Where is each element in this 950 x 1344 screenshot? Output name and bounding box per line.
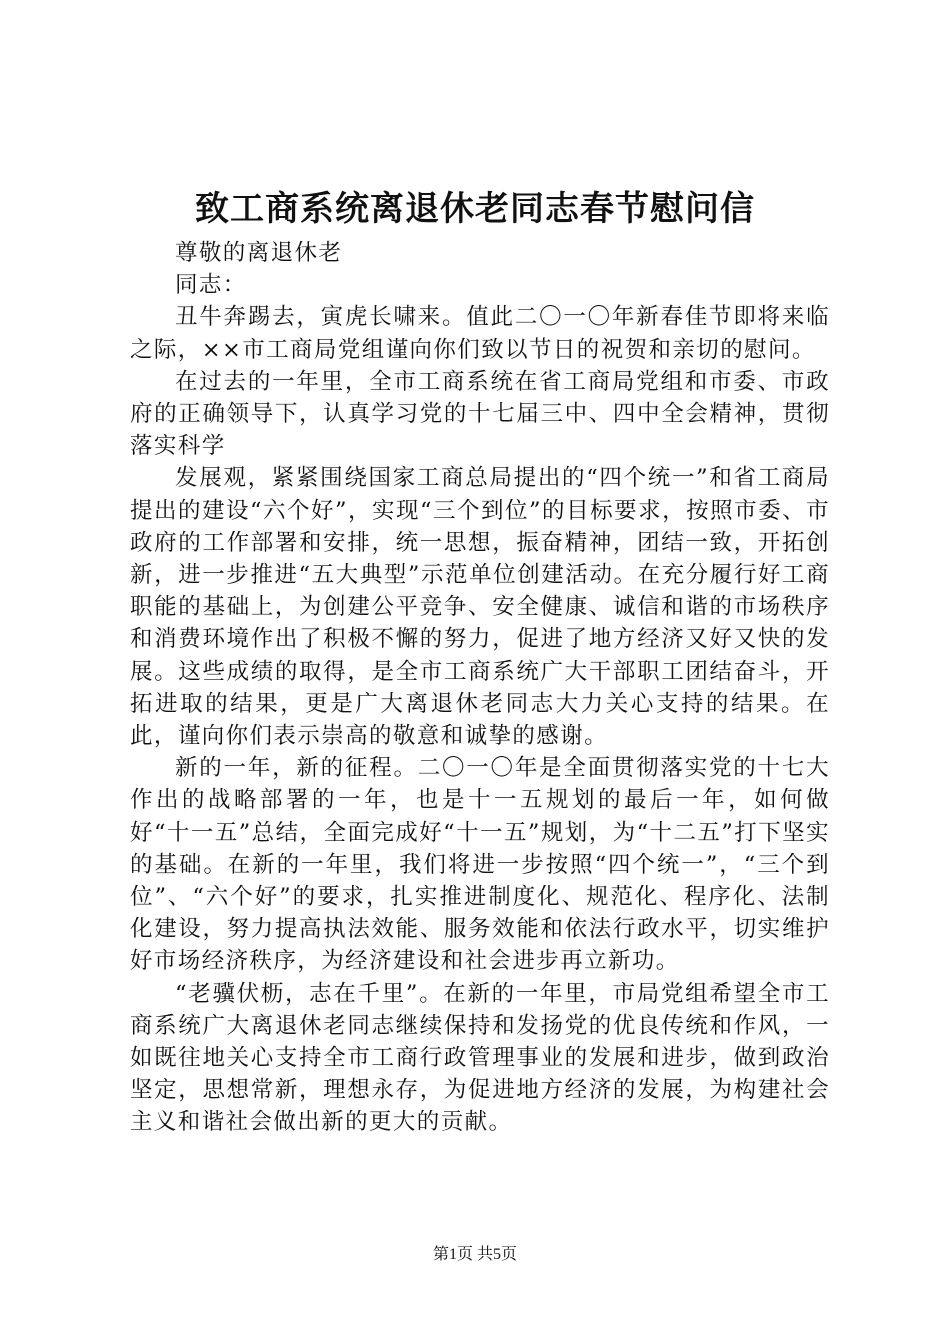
page-number: 第1页 共5页 [432,1246,517,1263]
paragraph-1: 丑牛奔踢去，寅虎长啸来。值此二〇一〇年新春佳节即将来临之际，××市工商局党组谨向你们致以节日的祝贺和亲切的慰问。 [130,304,830,363]
document-title: 致工商系统离退休老同志春节慰问信 [195,189,755,229]
paragraph-4: 新的一年，新的征程。二〇一〇年是全面贯彻落实党的十七大作出的战略部署的一年，也是十一五规划的最后一年，如何做好“十一五”总结，全面完成好“十一五”规划，为“十二五”打下坚实的基础。在新的一年里，我们将进一步按照“四个统一”，“三个到位”、“六个好”的要求，扎实推进制度化、规范化、程序化、法制化建设，努力提高执法效能、服务效能和依法行政水平，切实维护好市场经济秩序，为经济建设和社会进步再立新功。 [130,755,830,975]
salutation-line-1: 尊敬的离退休老 [175,240,343,266]
paragraph-5: “老骥伏枥，志在千里”。在新的一年里，市局党组希望全市工商系统广大离退休老同志继续保持和发扬党的优良传统和作风，一如既往地关心支持全市工商行政管理事业的发展和进步，做到政治坚定，思想常新，理想永存，为促进地方经济的发展，为构建社会主义和谐社会做出新的更大的贡献。 [130,980,830,1136]
paragraph-2: 在过去的一年里，全市工商系统在省工商局党组和市委、市政府的正确领导下，认真学习党的十七届三中、四中全会精神，贯彻落实科学 [130,368,830,460]
salutation-line-2: 同志： [175,272,247,299]
letter-body [130,237,830,1139]
paragraph-3: 发展观，紧紧围绕国家工商总局提出的“四个统一”和省工商局提出的建设“六个好”，实现“三个到位”的目标要求，按照市委、市政府的工作部署和安排，统一思想，振奋精神，团结一致，开拓创新，进一步推进“五大典型”示范单位创建活动。在充分履行好工商职能的基础上，为创建公平竞争、安全健康、诚信和谐的市场秩序和消费环境作出了积极不懈的努力，促进了地方经济又好又快的发展。这些成绩的取得，是全市工商系统广大干部职工团结奋斗，开拓进取的结果，更是广大离退休老同志大力关心支持的结果。在此，谨向你们表示崇高的敬意和诚挚的感谢。 [130,465,830,750]
